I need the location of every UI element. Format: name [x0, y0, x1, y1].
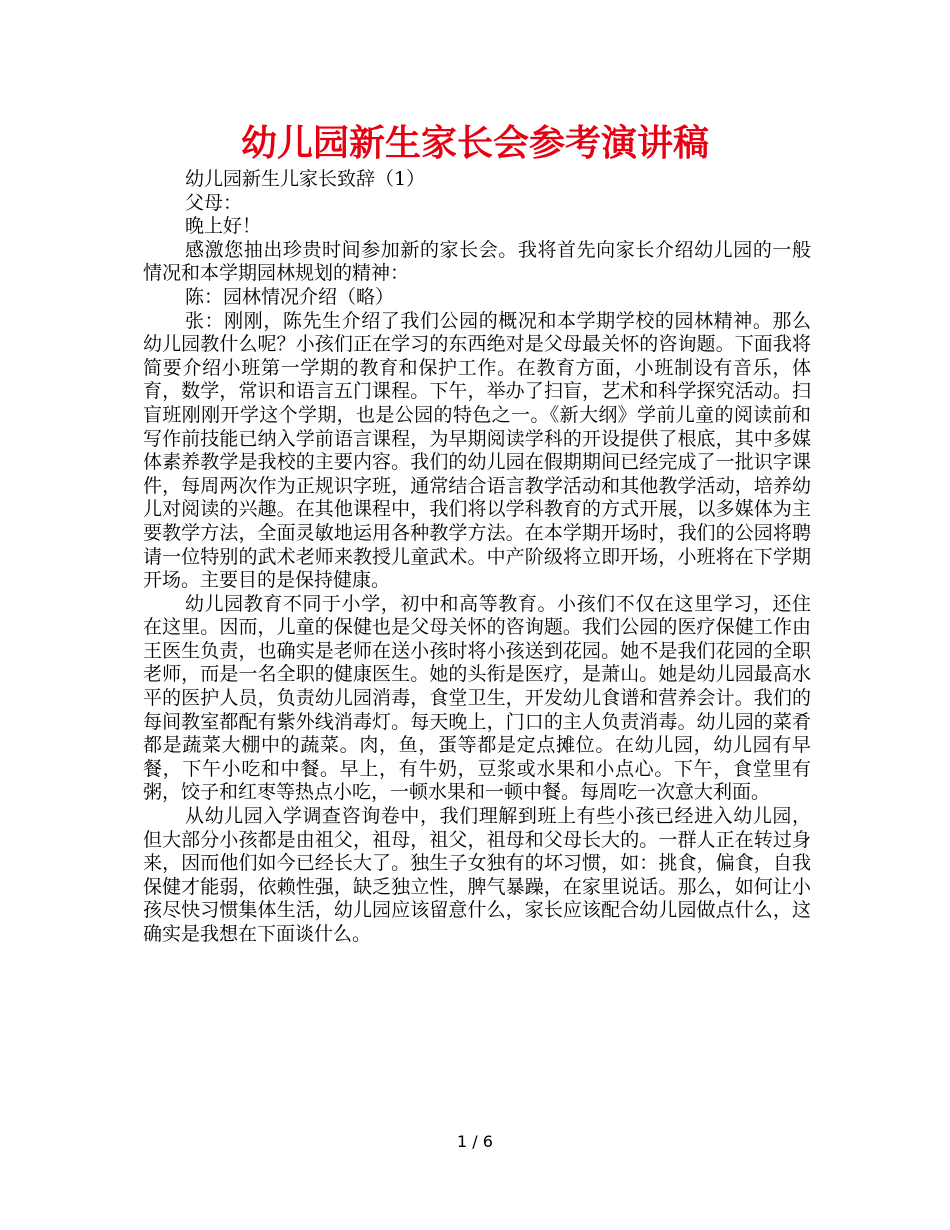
- paragraph-zhang-education: 张：刚刚，陈先生介绍了我们公园的概况和本学期学校的园林精神。那么幼儿园教什么呢？小孩们正在学习的东西绝对是父母最关怀的咨询题。下面我将简要介绍小班第一学期的教育和保护工作。在教育方面，小班制设有音乐，体育，数学，常识和语言五门课程。下午，举办了扫盲，艺术和科学探究活动。扫盲班刚刚开学这个学期，也是公园的特色之一。《新大纲》学前儿童的阅读前和写作前技能已纳入学前语言课程，为早期阅读学科的开设提供了根底，其中多媒体素养教学是我校的主要内容。我们的幼儿园在假期期间已经完成了一批识字课件，每周两次作为正规识字班，通常结合语言教学活动和其他教学活动，培养幼儿对阅读的兴趣。在其他课程中，我们将以学科教育的方式开展，以多媒体为主要教学方法，全面灵敏地运用各种教学方法。在本学期开场时，我们的公园将聘请一位特别的武术老师来教授儿童武术。中产阶级将立即开场，小班将在下学期开场。主要目的是保持健康。: [143, 309, 811, 592]
- paragraph-salutation: 父母：: [185, 191, 243, 214]
- paragraph-good-evening: 晚上好！: [185, 215, 262, 238]
- paragraph-survey: 从幼儿园入学调查咨询卷中，我们理解到班上有些小孩已经进入幼儿园，但大部分小孩都是由祖父，祖母，祖父，祖母和父母长大的。一群人正在转过身来，因而他们如今已经长大了。独生子女独有的坏习惯，如：挑食，偏食，自我保健才能弱，依赖性强，缺乏独立性，脾气暴躁，在家里说话。那么，如何让小孩尽快习惯集体生活，幼儿园应该留意什么，家长应该配合幼儿园做点什么，这确实是我想在下面谈什么。: [143, 805, 811, 945]
- document-body: [143, 168, 811, 947]
- paragraph-thanks: 感激您抽出珍贵时间参加新的家长会。我将首先向家长介绍幼儿园的一般情况和本学期园林规划的精神：: [143, 238, 811, 285]
- paragraph-greeting-heading: 幼儿园新生儿家长致辞（1）: [185, 168, 426, 190]
- paragraph-chen-intro: 陈：园林情况介绍（略）: [185, 285, 395, 308]
- paragraph-health-care: 幼儿园教育不同于小学，初中和高等教育。小孩们不仅在这里学习，还住在这里。因而，儿童的保健也是父母关怀的咨询题。我们公园的医疗保健工作由王医生负责，也确实是老师在送小孩时将小孩送到花园。她不是我们花园的全职老师，而是一名全职的健康医生。她的头衔是医疗，是萧山。她是幼儿园最高水平的医护人员，负责幼儿园消毒，食堂卫生，开发幼儿食谱和营养会计。我们的每间教室都配有紫外线消毒灯。每天晚上，门口的主人负责消毒。幼儿园的菜肴都是蔬菜大棚中的蔬菜。肉，鱼，蛋等都是定点摊位。在幼儿园，幼儿园有早餐，下午小吃和中餐。早上，有牛奶，豆浆或水果和小点心。下午，食堂里有粥，饺子和红枣等热点小吃，一顿水果和一顿中餐。每周吃一次意大利面。: [143, 592, 811, 804]
- page-number: 1 / 6: [457, 1132, 493, 1151]
- document-title: 幼儿园新生家长会参考演讲稿: [240, 123, 709, 164]
